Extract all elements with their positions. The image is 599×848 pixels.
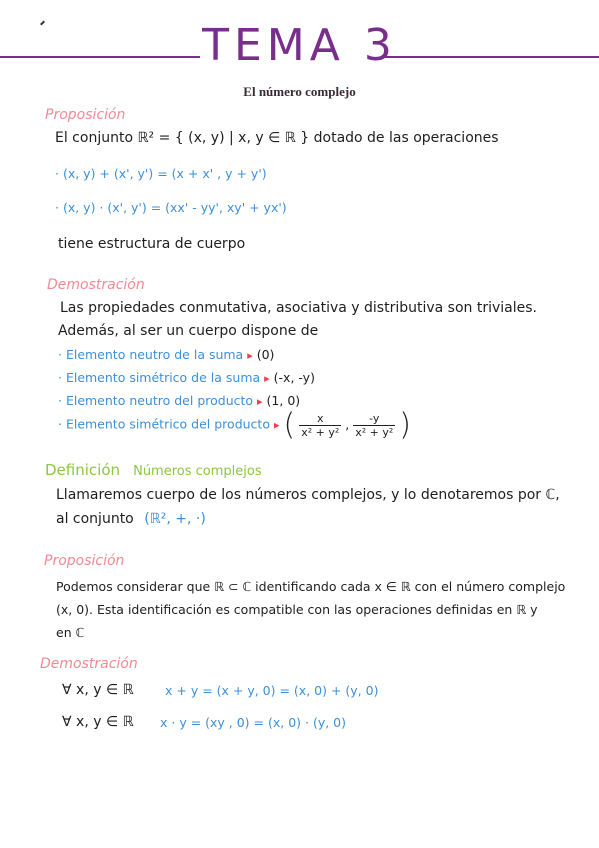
definicion-text: al conjunto xyxy=(56,511,134,527)
demostracion-heading: Demostración xyxy=(47,277,145,293)
demostracion-2-row-1-label: ∀ x, y ∈ ℝ xyxy=(62,682,134,698)
demostracion-2-row-1-equation: x + y = (x + y, 0) = (x, 0) + (y, 0) xyxy=(165,683,379,698)
arrow-icon: ▸ xyxy=(273,418,280,432)
list-item-label: · Elemento neutro del producto xyxy=(58,393,254,408)
definicion-subheading: Números complejos xyxy=(133,464,262,479)
list-item-label: · Elemento neutro de la suma xyxy=(58,347,244,362)
list-item xyxy=(58,407,411,442)
fraction xyxy=(353,412,395,439)
demostracion-2-row-2-label: ∀ x, y ∈ ℝ xyxy=(62,714,134,730)
numerator: -y xyxy=(353,412,395,426)
right-paren: ) xyxy=(399,407,411,442)
list-item-value: (1, 0) xyxy=(266,393,301,408)
page-title: TEMA 3 xyxy=(202,20,397,71)
numerator: x xyxy=(299,412,341,426)
operation-sum: · (x, y) + (x', y') = (x + x' , y + y') xyxy=(55,166,267,181)
proposicion-line-1: El conjunto ℝ² = { (x, y) | x, y ∈ ℝ } dotado de las operaciones xyxy=(55,130,499,146)
arrow-icon: ▸ xyxy=(257,395,263,408)
list-item-label: · Elemento simétrico de la suma xyxy=(58,370,261,385)
page-subtitle: El número complejo xyxy=(243,84,356,99)
definicion-line-1: Llamaremos cuerpo de los números complejos, y lo denotaremos por ℂ, xyxy=(56,487,560,503)
denominator: x² + y² xyxy=(355,425,394,439)
left-paren: ( xyxy=(283,407,296,442)
list-item xyxy=(58,370,315,385)
definicion-set: (ℝ², +, ·) xyxy=(144,511,206,527)
demostracion-2-heading: Demostración xyxy=(40,656,138,672)
inverse-expression xyxy=(283,407,411,442)
proposicion-heading: Proposición xyxy=(45,107,126,123)
proposicion-2-line-1: Podemos considerar que ℝ ⊂ ℂ identificando cada x ∈ ℝ con el número complejo xyxy=(56,579,566,594)
separator: , xyxy=(345,416,350,432)
proposicion-line-2: tiene estructura de cuerpo xyxy=(58,236,246,252)
definicion-line-2 xyxy=(56,511,206,527)
definicion-heading-row xyxy=(45,460,262,479)
list-item-value: (0) xyxy=(256,347,275,362)
arrow-icon: ▸ xyxy=(247,349,253,362)
proposicion-2-heading: Proposición xyxy=(44,553,125,569)
denominator: x² + y² xyxy=(301,425,340,439)
proposicion-2-line-2: (x, 0). Esta identificación es compatible con las operaciones definidas en ℝ y xyxy=(56,602,538,617)
demostracion-line-2: Además, al ser un cuerpo dispone de xyxy=(58,323,319,339)
arrow-icon: ▸ xyxy=(264,372,270,385)
list-item-value: (-x, -y) xyxy=(273,370,315,385)
demostracion-2-row-2-equation: x · y = (xy , 0) = (x, 0) · (y, 0) xyxy=(160,715,346,730)
operation-product: · (x, y) · (x', y') = (xx' - yy', xy' + yx') xyxy=(55,200,287,215)
list-item-label: · Elemento simétrico del producto xyxy=(58,416,270,432)
definicion-heading: Definición xyxy=(45,461,120,479)
list-item xyxy=(58,393,300,408)
fraction xyxy=(299,412,341,439)
demostracion-line-1: Las propiedades conmutativa, asociativa y distributiva son triviales. xyxy=(60,300,537,316)
list-item xyxy=(58,347,274,362)
proposicion-2-line-3: en ℂ xyxy=(56,625,85,640)
